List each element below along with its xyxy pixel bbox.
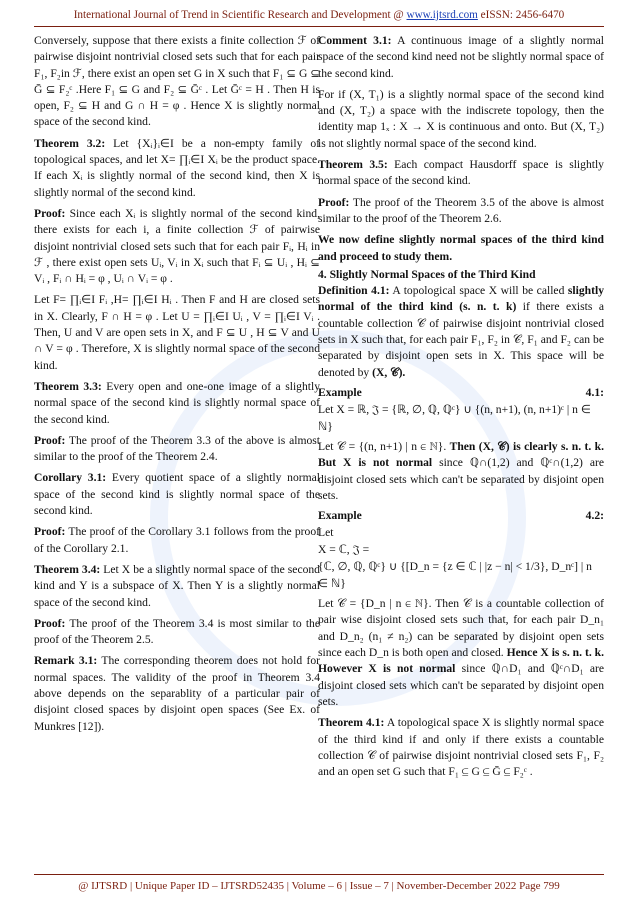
journal-header: International Journal of Trend in Scientific Research and Development @ www.ijtsrd.com eISSN: 2456-6470 [73, 9, 565, 21]
section-intro: We now define slightly normal spaces of the third kind and proceed to study them. [318, 233, 604, 263]
example-4-1-heading: Example 4.1: [318, 385, 604, 399]
left-column [34, 33, 320, 740]
journal-link[interactable]: www.ijtsrd.com [406, 9, 478, 21]
comment-3-1-body: For if (X, T₁) is a slightly normal space of the second kind and (X, T₂) a space with the indiscrete topology, then the identity map 1ₓ : X → X is continuous and onto. But (X, T₂) is not slightly normal space of the second kind. [318, 87, 604, 150]
proof-theorem-3-5: Proof: The proof of the Theorem 3.5 of the above is almost similar to the proof of the Theorem 2.6. [318, 195, 604, 225]
theorem-3-5: Theorem 3.5: Each compact Hausdorff space is slightly normal space of the second kind. [318, 158, 604, 188]
proof-theorem-3-2: Proof: Since each Xᵢ is slightly normal of the second kind, there exists for each i, a finite collection ℱ of pairwise disjoint nontrivial closed sets such that for each pair Fᵢ, Hᵢ in ℱ , there exist open sets Uᵢ, Vᵢ in Xᵢ such that Fᵢ ⊆ Uᵢ , Hᵢ ⊆ Vᵢ , Fᵢ ∩ Hᵢ = φ , Uᵢ ∩ Vᵢ = φ . [34, 206, 320, 286]
header-rule [34, 26, 604, 27]
proof-theorem-3-2-cont: Let F= ∏ᵢ∈I Fᵢ ,H= ∏ᵢ∈I Hᵢ . Then F and H are closed sets in X. Clearly, F ∩ H = φ . Let U = ∏ᵢ∈I Uᵢ , V = ∏ᵢ∈I Vᵢ . Then, U and V are open sets in X, and F ⊆ U , H ⊆ V and U ∩ V = φ . Therefore, X is slightly normal space of the second kind. [34, 293, 320, 372]
example-4-2-body: Let 𝒞 = {D_n | n ∈ ℕ}. Then 𝒞 is a countable collection of pair wise disjoint closed sets such that, for each pair D_n₁ and D_n₂ (n₁ ≠ n₂) can be separated by disjoint open sets since each D_n is both open and closed. Hence X is s. n. t. k. However X is not normal since ℚ∩D₁ and ℚᶜ∩D₁ are disjoint closed sets which can't be separated by disjoint open sets. [318, 597, 605, 708]
remark-3-1: Remark 3.1: The corresponding theorem does not hold for normal spaces. The validity of the proof in Theorem 3.4 above depends on the separablity of a particular pair of disjoint closed spaces by disjoint open spaces (See Ex. of Munkres [12]). [34, 654, 320, 733]
proof-theorem-3-3: Proof: The proof of the Theorem 3.3 of the above is almost similar to the proof of the Theorem 2.4. [34, 433, 320, 464]
theorem-3-4: Theorem 3.4: Let X be a slightly normal space of the second kind and Y is a subspace of X. Then Y is a slightly normal space of the second kind. [34, 562, 320, 609]
theorem-3-2: Theorem 3.2: Let {Xᵢ}ᵢ∈I be a non-empty family of topological spaces, and let X= ∏ᵢ∈I Xᵢ be the product space. If each Xᵢ is slightly normal of the second kind, then X is slightly normal of the second kind. [34, 136, 320, 199]
section-4-heading: 4. Slightly Normal Spaces of the Third Kind [318, 267, 536, 281]
footer-rule [34, 874, 604, 875]
theorem-4-1: Theorem 4.1: A topological space X is slightly normal space of the third kind if and only if there exists a countable collection 𝒞 of pairwise disjoint nontrivial closed sets F₁, F₂ and an open set G such that F₁ ⊆ G ⊆ Ḡ ⊆ F₂ᶜ . [318, 716, 604, 779]
page-footer: @ IJTSRD | Unique Paper ID – IJTSRD52435 | Volume – 6 | Issue – 7 | November-December 2022 Page 799 [78, 880, 560, 892]
example-4-1-body: Let 𝒞 = {(n, n+1) | n ∈ ℕ}. Then (X, 𝒞) is clearly s. n. t. k. But X is not normal since ℚ∩(1,2) and ℚᶜ∩(1,2) are disjoint closed sets which can't be separated by disjoint open sets. [318, 439, 604, 502]
proof-theorem-3-4: Proof: The proof of the Theorem 3.4 is most similar to the proof of the Theorem 2.5. [34, 616, 320, 647]
example-4-1-equation: Let X = ℝ, 𝔍 = {ℝ, ∅, ℚ, ℚᶜ} ∪ {(n, n+1), (n, n+1)ᶜ | n ∈ ℕ} [318, 402, 591, 433]
example-4-2-heading: Example 4.2: [318, 509, 604, 523]
proof-corollary-3-1: Proof: The proof of the Corollary 3.1 follows from the proof of the Corollary 2.1. [34, 525, 320, 555]
example-4-2-let: Let [318, 526, 334, 540]
example-4-2-equation-1: X = ℂ, 𝔍 = [318, 543, 370, 557]
theorem-3-3: Theorem 3.3: Every open and one-one image of a slightly normal space of the second kind is slightly normal space of the second kind. [34, 379, 320, 426]
comment-3-1: Comment 3.1: A continuous image of a slightly normal space of the second kind need not be slightly normal space of the second kind. [318, 34, 604, 80]
paragraph-converse: Conversely, suppose that there exists a finite collection ℱ of pairwise disjoint nontrivial closed sets such that for each pair F₁, F₂in ℱ, there exist an open set G in X such that F₁ ⊆ G ⊆ Ḡ ⊆ F₂ᶜ .Here F₁ ⊆ G and F₂ ⊆ Ḡᶜ . Let Ḡᶜ = H . Then H is open, F₂ ⊆ H and G ∩ H = φ . Hence X is slightly normal space of the second kind. [34, 34, 320, 129]
right-column [318, 33, 604, 785]
example-4-2-equation-2: {ℂ, ∅, ℚ, ℚᶜ} ∪ {[D_n = {z ∈ ℂ | |z − n| < 1/3}, D_nᶜ] | n ∈ ℕ} [318, 560, 592, 591]
definition-4-1: Definition 4.1: A topological space X will be called slightly normal of the third kind (s. n. t. k) if there exists a countable collection 𝒞 of pairwise disjoint nontrivial closed sets in X such that, for each pair F₁, F₂ in 𝒞, F₁ and F₂ can be separated by disjoint open sets in X. This space will be denoted by (X, 𝒞). [318, 284, 604, 379]
corollary-3-1: Corollary 3.1: Every quotient space of a slightly normal space of the second kind is slightly normal space of the second kind. [34, 471, 320, 518]
